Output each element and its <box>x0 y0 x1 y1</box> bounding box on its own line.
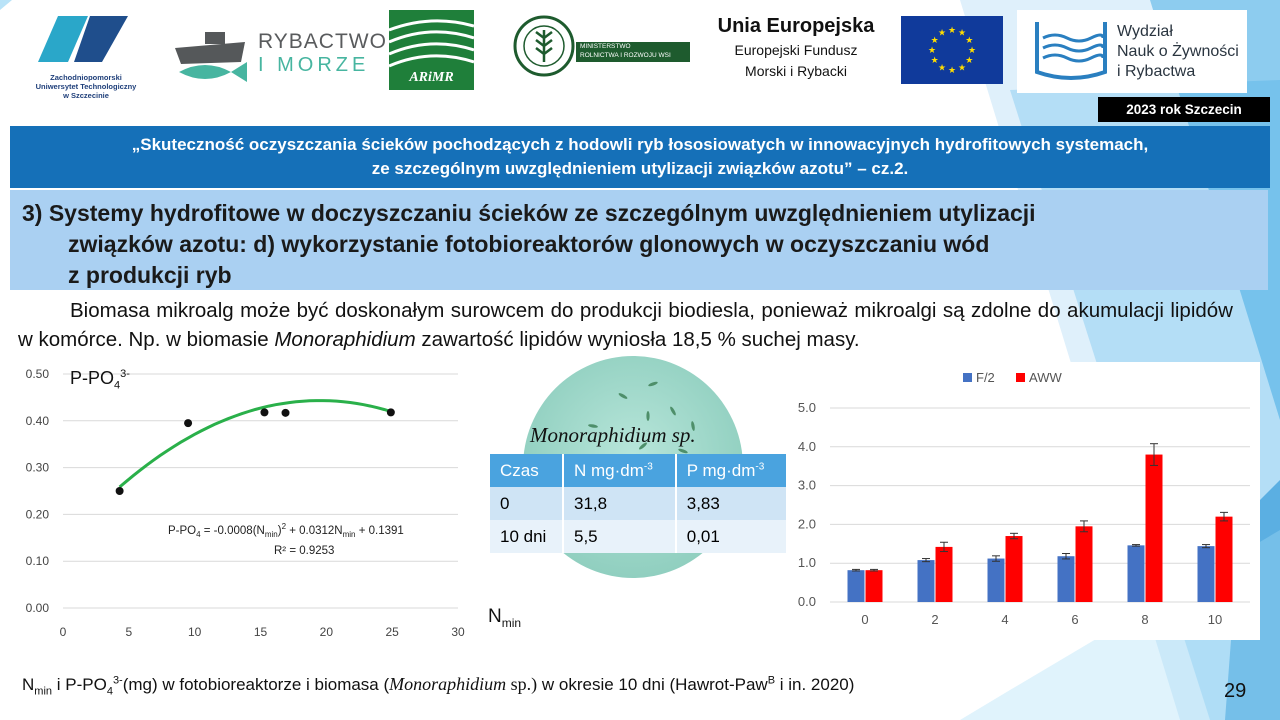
micrograph-label: Monoraphidium sp. <box>530 423 696 447</box>
scatter-r2: R² = 0.9253 <box>274 545 335 558</box>
scatter-plot-background <box>10 358 480 640</box>
eu-star: ★ <box>965 35 974 45</box>
eq-sub4: 4 <box>196 530 201 540</box>
wydzial-line1: Wydział <box>1117 23 1173 40</box>
scatter-y-tick-label: 0.50 <box>25 367 49 381</box>
eu-star: ★ <box>957 27 967 38</box>
legend-swatch <box>963 373 972 382</box>
logo-ministerstwo <box>512 14 692 80</box>
table-cell: 5,5 <box>563 520 676 553</box>
legend-label: F/2 <box>976 370 995 385</box>
scatter-ylabel-sub: 4 <box>114 379 121 392</box>
bar-f2 <box>1058 556 1075 602</box>
figure-caption <box>22 674 854 697</box>
body-paragraph <box>18 296 1233 354</box>
caption-mid: i P-PO <box>52 675 107 694</box>
eq-mid1: = -0.0008(N <box>200 524 265 537</box>
table-row <box>490 487 786 520</box>
paragraph-part2: zawartość lipidów wyniosła 18,5 % suchej masy. <box>415 328 860 351</box>
bar-y-tick-label: 3.0 <box>797 477 816 493</box>
scatter-y-tick-label: 0.40 <box>25 413 49 428</box>
scatter-chart <box>10 358 480 640</box>
logo-arimr <box>389 10 474 90</box>
caption-after: (mg) w fotobioreaktorze i biomasa ( <box>122 675 390 694</box>
bar-x-tick-label: 6 <box>1071 612 1079 627</box>
caption-sp: sp.) <box>506 674 538 694</box>
bar-x-tick-label: 2 <box>931 612 939 627</box>
bar-f2 <box>918 560 935 602</box>
eq-mid3: + 0.0312N <box>286 524 343 537</box>
bar-aww <box>866 570 883 602</box>
zut-line2: Uniwersytet Technologiczny <box>35 82 137 91</box>
table-row <box>490 520 786 553</box>
zut-line3: w Szczecinie <box>63 91 109 100</box>
year-tag: 2023 rok Szczecin <box>1098 97 1270 122</box>
caption-tail: w okresie 10 dni (Hawrot-Paw <box>537 675 768 694</box>
paragraph-part1: Biomasa mikroalg może być doskonałym surowcem do produkcji biodiesla, ponieważ mikroalgi są zdolne do akumulacji lipidów w komórce. Np. w biomasie <box>18 299 1233 351</box>
table-cell: 0 <box>500 493 510 513</box>
algae-cell <box>646 411 649 421</box>
scatter-ylabel <box>70 368 130 392</box>
table-header-p <box>676 454 786 487</box>
bar-f2 <box>1198 546 1215 602</box>
table-cell: 3,83 <box>676 487 786 520</box>
caption-4: 4 <box>106 685 113 698</box>
bar-f2 <box>1128 545 1145 602</box>
caption-min: min <box>34 685 53 698</box>
bar-aww <box>936 547 953 602</box>
table-header-czas: Czas <box>500 460 539 480</box>
wydzial-line2: Nauk o Żywności <box>1117 43 1239 60</box>
eq-mid4: + 0.1391 <box>355 524 404 537</box>
scatter-x-tick-label: 30 <box>451 625 465 639</box>
bar-f2 <box>988 559 1005 602</box>
zut-emblem-icon <box>18 10 154 68</box>
bar-aww <box>1076 526 1093 602</box>
scatter-xlabel-main: N <box>488 606 502 627</box>
title-line2: ze szczególnym uwzględnieniem utylizacji związków azotu” – cz.2. <box>371 159 909 178</box>
caption-species: Monoraphidium <box>389 674 507 694</box>
scatter-ylabel-main: P-PO <box>70 368 115 388</box>
algae-cell <box>618 392 628 400</box>
ministerstwo-line2: ROLNICTWA I ROZWOJU WSI <box>580 52 671 59</box>
scatter-ylabel-sup: 3- <box>120 368 130 380</box>
caption-3: 3- <box>112 674 123 687</box>
caption-b: B <box>767 674 776 687</box>
eu-title: Unia Europejska <box>717 15 875 37</box>
eu-line1: Europejski Fundusz <box>734 42 858 58</box>
eu-text-block <box>700 12 892 90</box>
eq-sup2: 2 <box>281 522 287 531</box>
bar-aww <box>1006 536 1023 602</box>
table-cell: 10 dni <box>500 526 547 546</box>
eu-star: ★ <box>957 62 967 73</box>
eu-star: ★ <box>947 25 957 35</box>
bar-x-tick-label: 8 <box>1141 612 1149 627</box>
wheat-seal-icon <box>512 14 576 78</box>
logo-wydzial <box>1017 10 1247 93</box>
section-line3: z produkcji ryb <box>68 262 232 288</box>
parameter-table <box>490 454 786 553</box>
scatter-y-tick-label: 0.00 <box>25 601 49 615</box>
fish-boat-icon <box>171 24 253 94</box>
eu-star: ★ <box>937 62 947 73</box>
eu-star: ★ <box>967 45 977 55</box>
eu-flag <box>901 16 1003 84</box>
scatter-x-tick-label: 0 <box>59 625 67 639</box>
waves-icon <box>1031 18 1111 88</box>
bar-aww <box>1146 455 1163 602</box>
section-line1: 3) Systemy hydrofitowe w doczyszczaniu ścieków ze szczególnym uwzględnieniem utylizacji <box>22 200 1036 226</box>
scatter-y-tick-label: 0.10 <box>25 554 49 569</box>
bar-y-tick-label: 5.0 <box>797 400 816 415</box>
bar-y-tick-label: 0.0 <box>797 594 816 609</box>
section-line2: związków azotu: d) wykorzystanie fotobioreaktorów glonowych w oczyszczaniu wód <box>68 231 990 257</box>
legend-swatch <box>1016 373 1025 382</box>
table-header-n <box>563 454 676 487</box>
ministerstwo-line1: MINISTERSTWO <box>580 43 631 50</box>
table-cell: 0,01 <box>676 520 786 553</box>
scatter-xlabel <box>488 606 521 630</box>
bar-y-tick-label: 4.0 <box>797 438 816 454</box>
scatter-point <box>116 487 124 495</box>
caption-end: i in. 2020) <box>775 675 855 694</box>
scatter-point <box>260 408 268 416</box>
bar-y-tick-label: 2.0 <box>797 516 816 532</box>
rybactwo-line1: RYBACTWO <box>258 30 387 53</box>
scatter-point <box>387 408 395 416</box>
scatter-x-tick-label: 5 <box>125 625 133 639</box>
scatter-x-tick-label: 20 <box>319 625 334 639</box>
eu-star: ★ <box>927 45 937 55</box>
algae-cell <box>648 381 658 387</box>
eu-star: ★ <box>930 55 939 65</box>
bar-f2 <box>848 570 865 602</box>
page-number: 29 <box>1224 680 1247 702</box>
bar-y-tick-label: 1.0 <box>797 555 816 571</box>
table-header-p-text: P mg·dm <box>686 460 756 480</box>
bar-x-tick-label: 10 <box>1207 612 1223 627</box>
legend-label: AWW <box>1029 370 1062 385</box>
eq-mid2: ) <box>277 524 282 537</box>
wydzial-line3: i Rybactwa <box>1117 63 1196 80</box>
algae-cell <box>669 406 677 416</box>
title-line1: „Skuteczność oczyszczania ścieków pochodzących z hodowli ryb łososiowatych w innowacyjnych hydrofitowych systemach, <box>131 135 1149 154</box>
table-cell: 31,8 <box>563 487 676 520</box>
eq-submin1: min <box>264 530 278 540</box>
eq-left: P-PO <box>168 524 197 537</box>
eu-stars-icon <box>901 16 1003 84</box>
scatter-x-tick-label: 25 <box>385 625 399 639</box>
scatter-y-tick-label: 0.30 <box>25 460 49 475</box>
eu-star: ★ <box>947 65 957 75</box>
arimr-label: ARiMR <box>409 70 454 85</box>
eu-star: ★ <box>965 55 974 65</box>
scatter-point <box>282 409 290 417</box>
section-heading <box>10 190 1268 290</box>
logo-zut <box>18 10 154 104</box>
field-icon <box>389 10 474 70</box>
bar-aww <box>1216 517 1233 602</box>
zut-line1: Zachodniopomorski <box>50 73 122 82</box>
table-header-n-sup: -3 <box>643 460 653 472</box>
paragraph-species: Monoraphidium <box>274 328 416 351</box>
bar-chart <box>790 362 1260 640</box>
scatter-equation <box>168 519 404 559</box>
caption-n: N <box>22 675 35 694</box>
scatter-xlabel-sub: min <box>501 615 522 630</box>
rybactwo-line2: I MORZE <box>258 54 370 76</box>
table-header-p-sup: -3 <box>755 460 765 472</box>
logo-rybactwo <box>163 10 387 104</box>
bar-x-tick-label: 0 <box>861 612 869 627</box>
scatter-point <box>184 419 192 427</box>
eu-star: ★ <box>930 35 939 45</box>
scatter-x-tick-label: 10 <box>187 625 202 639</box>
eu-line2: Morski i Rybacki <box>745 63 847 79</box>
table-header-n-text: N mg·dm <box>574 460 644 480</box>
bar-x-tick-label: 4 <box>1001 612 1009 627</box>
eq-submin2: min <box>342 530 356 540</box>
eu-star: ★ <box>937 27 947 38</box>
scatter-y-tick-label: 0.20 <box>25 507 49 522</box>
scatter-x-tick-label: 15 <box>253 625 268 639</box>
title-band <box>10 126 1270 188</box>
